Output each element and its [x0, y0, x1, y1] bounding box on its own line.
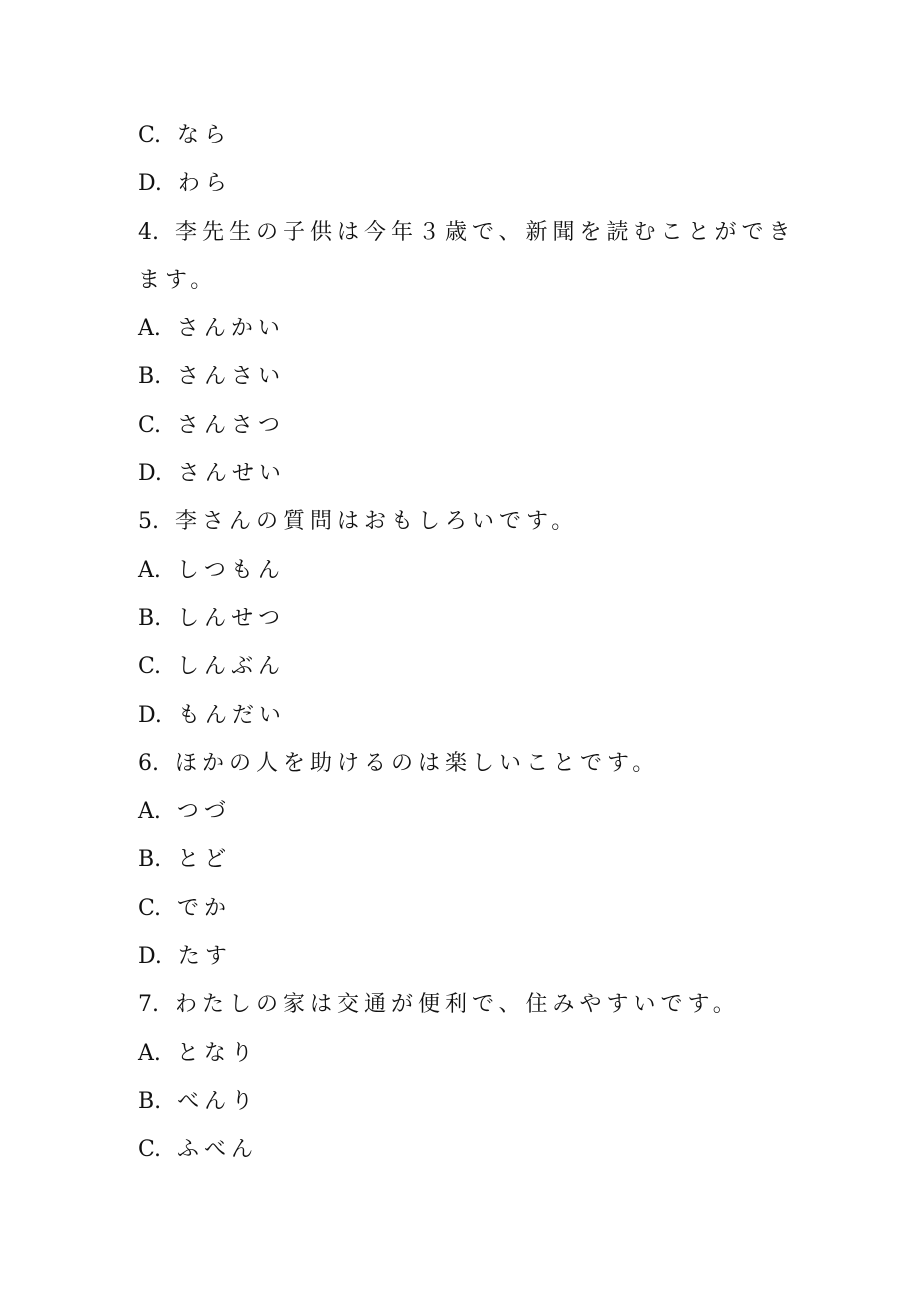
- option-line: [138, 933, 798, 981]
- option-text: ふべん: [177, 1137, 259, 1163]
- option-text: さんせい: [177, 461, 286, 487]
- document-page: [138, 112, 798, 1175]
- option-label: A.: [138, 316, 161, 342]
- question-number: 6.: [138, 750, 159, 776]
- option-label: A.: [138, 1040, 161, 1066]
- option-label: A.: [138, 557, 161, 583]
- option-text: つづ: [176, 799, 231, 825]
- option-text: たす: [177, 944, 232, 970]
- question-number: 7.: [138, 992, 159, 1018]
- option-label: B.: [138, 364, 162, 390]
- option-line: [138, 836, 798, 884]
- option-text: しんせつ: [177, 605, 286, 631]
- option-text: となり: [176, 1040, 258, 1066]
- option-label: B.: [138, 605, 162, 631]
- option-label: C.: [138, 412, 162, 438]
- option-text: しつもん: [176, 557, 285, 583]
- option-line: [138, 1126, 798, 1174]
- option-text: さんかい: [176, 316, 285, 342]
- option-label: C.: [138, 123, 162, 148]
- question-text: わたしの家は交通が便利で、住みやすいです。: [175, 992, 740, 1018]
- option-line: [138, 595, 798, 643]
- option-line: [138, 692, 798, 740]
- option-label: C.: [138, 1137, 162, 1163]
- option-text: さんさい: [177, 364, 286, 390]
- option-text: とど: [177, 847, 232, 873]
- option-label: C.: [138, 895, 162, 921]
- option-label: D.: [138, 461, 162, 487]
- option-label: A.: [138, 799, 161, 825]
- option-text: もんだい: [177, 702, 286, 728]
- option-line: [138, 547, 798, 595]
- option-line: [138, 450, 798, 498]
- option-line: [138, 1030, 798, 1078]
- question-line: [138, 981, 798, 1029]
- question-number: 4.: [138, 219, 159, 245]
- option-label: B.: [138, 1088, 162, 1114]
- option-text: なら: [177, 123, 232, 148]
- option-line: [138, 402, 798, 450]
- question-line: [138, 740, 798, 788]
- option-line: [138, 885, 798, 933]
- option-text: わら: [177, 171, 232, 197]
- question-line: [138, 498, 798, 546]
- option-label: B.: [138, 847, 162, 873]
- question-text: 李先生の子供は今年３歳で、新聞を読むことができます。: [138, 219, 796, 293]
- option-text: べんり: [177, 1088, 259, 1114]
- option-text: でか: [177, 895, 232, 921]
- option-text: さんさつ: [177, 412, 286, 438]
- option-line: [138, 305, 798, 353]
- option-label: D.: [138, 702, 162, 728]
- question-text: 李さんの質問はおもしろいです。: [175, 509, 579, 535]
- option-label: D.: [138, 171, 162, 197]
- option-label: C.: [138, 654, 162, 680]
- option-line: [138, 1078, 798, 1126]
- option-text: しんぶん: [177, 654, 286, 680]
- option-line: [138, 353, 798, 401]
- option-label: D.: [138, 944, 162, 970]
- question-text: ほかの人を助けるのは楽しいことです。: [175, 750, 660, 776]
- option-line: [138, 788, 798, 836]
- question-line: [138, 209, 798, 306]
- question-number: 5.: [138, 509, 159, 535]
- option-line: [138, 160, 798, 208]
- option-line: [138, 643, 798, 691]
- option-line: [138, 112, 798, 160]
